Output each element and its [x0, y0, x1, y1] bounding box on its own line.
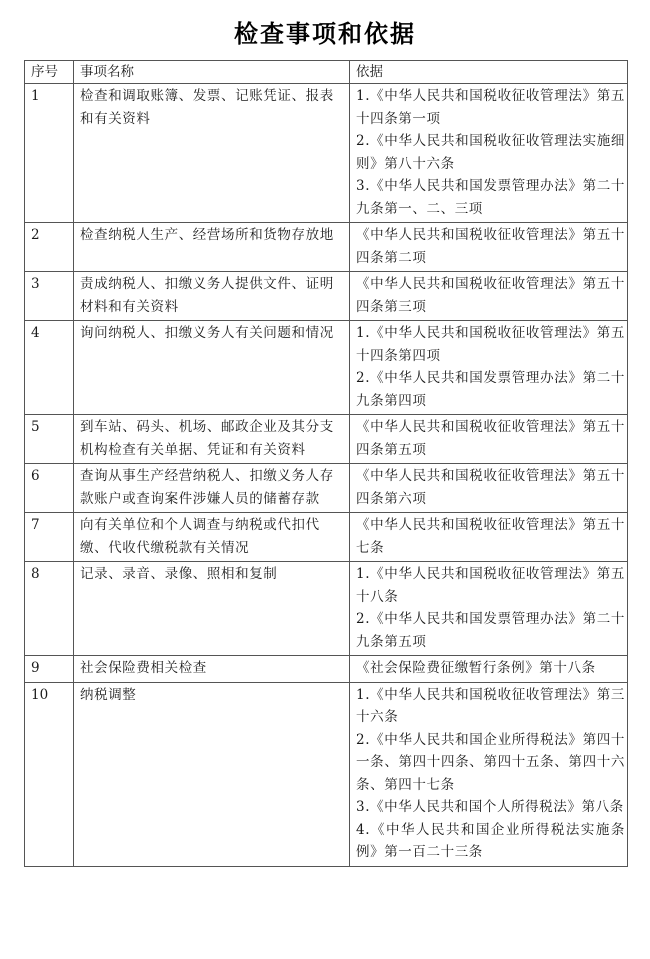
item-name: 查询从事生产经营纳税人、扣缴义务人存款账户或查询案件涉嫌人员的储蓄存款: [74, 464, 350, 513]
item-basis: [350, 223, 628, 272]
basis-line: 3.《中华人民共和国个人所得税法》第八条: [356, 799, 624, 815]
basis-line: 1.《中华人民共和国税收征收管理法》第五十八条: [356, 566, 625, 605]
header-no: 序号: [25, 61, 74, 84]
item-name: 记录、录音、录像、照相和复制: [74, 562, 350, 656]
basis-line: 《中华人民共和国税收征收管理法》第五十四条第六项: [356, 468, 625, 507]
row-number: 3: [25, 272, 74, 321]
item-name: 责成纳税人、扣缴义务人提供文件、证明材料和有关资料: [74, 272, 350, 321]
item-basis: [350, 682, 628, 866]
row-number: 4: [25, 321, 74, 415]
basis-line: 《中华人民共和国税收征收管理法》第五十七条: [356, 517, 625, 556]
item-basis: [350, 84, 628, 223]
header-basis: 依据: [350, 61, 628, 84]
item-basis: [350, 321, 628, 415]
row-number: 1: [25, 84, 74, 223]
table-header-row: [25, 61, 628, 84]
item-name: 到车站、码头、机场、邮政企业及其分支机构检查有关单据、凭证和有关资料: [74, 415, 350, 464]
basis-line: 2.《中华人民共和国企业所得税法》第四十一条、第四十四条、第四十五条、第四十六条、第四十七条: [356, 731, 625, 793]
inspection-items-table: [24, 60, 628, 867]
item-basis: [350, 415, 628, 464]
table-row: [25, 656, 628, 683]
basis-line: 1.《中华人民共和国税收征收管理法》第五十四条第一项: [356, 88, 625, 127]
row-number: 6: [25, 464, 74, 513]
row-number: 5: [25, 415, 74, 464]
header-name: 事项名称: [74, 61, 350, 84]
table-row: [25, 272, 628, 321]
item-name: 纳税调整: [74, 682, 350, 866]
basis-line: 《中华人民共和国税收征收管理法》第五十四条第三项: [356, 276, 625, 315]
basis-line: 2.《中华人民共和国税收征收管理法实施细则》第八十六条: [356, 133, 625, 172]
table-row: [25, 562, 628, 656]
row-number: 2: [25, 223, 74, 272]
basis-line: 2.《中华人民共和国发票管理办法》第二十九条第四项: [356, 370, 625, 409]
item-basis: [350, 272, 628, 321]
row-number: 9: [25, 656, 74, 683]
basis-line: 4.《中华人民共和国企业所得税法实施条例》第一百二十三条: [356, 821, 625, 860]
item-basis: [350, 656, 628, 683]
item-basis: [350, 513, 628, 562]
item-name: 询问纳税人、扣缴义务人有关问题和情况: [74, 321, 350, 415]
item-name: 检查纳税人生产、经营场所和货物存放地: [74, 223, 350, 272]
basis-line: 《中华人民共和国税收征收管理法》第五十四条第二项: [356, 227, 625, 266]
table-row: [25, 682, 628, 866]
table-row: [25, 513, 628, 562]
basis-line: 2.《中华人民共和国发票管理办法》第二十九条第五项: [356, 611, 625, 650]
item-basis: [350, 464, 628, 513]
item-name: 检查和调取账簿、发票、记账凭证、报表和有关资料: [74, 84, 350, 223]
row-number: 10: [25, 682, 74, 866]
table-row: [25, 464, 628, 513]
item-name: 社会保险费相关检查: [74, 656, 350, 683]
basis-line: 1.《中华人民共和国税收征收管理法》第五十四条第四项: [356, 325, 625, 364]
table-row: [25, 84, 628, 223]
basis-line: 3.《中华人民共和国发票管理办法》第二十九条第一、二、三项: [356, 178, 625, 217]
basis-line: 《中华人民共和国税收征收管理法》第五十四条第五项: [356, 419, 625, 458]
page-title: 检查事项和依据: [234, 20, 416, 48]
basis-line: 1.《中华人民共和国税收征收管理法》第三十六条: [356, 686, 625, 725]
basis-line: 《社会保险费征缴暂行条例》第十八条: [356, 660, 596, 676]
row-number: 8: [25, 562, 74, 656]
item-basis: [350, 562, 628, 656]
table-row: [25, 223, 628, 272]
table-row: [25, 415, 628, 464]
table-row: [25, 321, 628, 415]
row-number: 7: [25, 513, 74, 562]
item-name: 向有关单位和个人调查与纳税或代扣代缴、代收代缴税款有关情况: [74, 513, 350, 562]
table-body: [25, 84, 628, 867]
